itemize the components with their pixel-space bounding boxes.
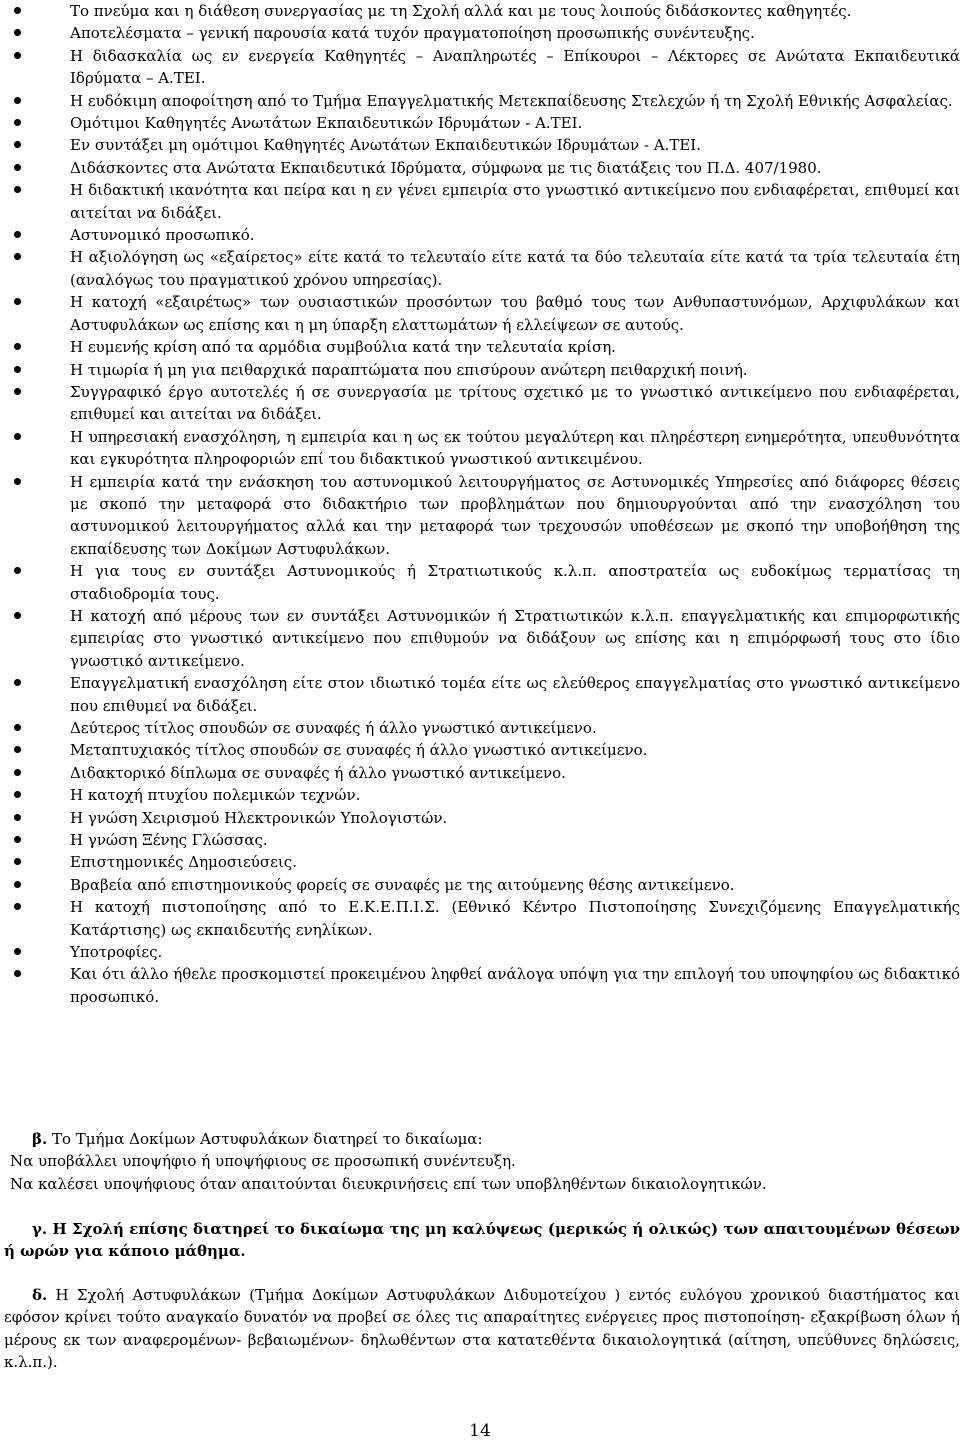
section-b xyxy=(4,1128,960,1195)
section-b-line: Να υποβάλλει υποψήφιο ή υποψήφιους σε προσωπική συνέντευξη. xyxy=(10,1152,516,1171)
list-item: Η ευμενής κρίση από τα αρμόδια συμβούλια κατά την τελευταία κρίση. xyxy=(70,338,616,357)
list-item: Η γνώση Ξένης Γλώσσας. xyxy=(70,831,268,850)
list-item: Η κατοχή από μέρους των εν συντάξει Αστυνομικών ή Στρατιωτικών κ.λ.π. επαγγελματικής και επιμορφωτικής εμπειρίας στο γνωστικό αντικείμενο που επιθυμούν να διδάξουν ως επίσης και η επιμόρφωσή τους στο ίδιο γνωστικό αντικείμενο. xyxy=(70,606,960,670)
list-item: Η γνώση Χειρισμού Ηλεκτρονικών Υπολογιστών. xyxy=(70,808,448,827)
list-item: Η υπηρεσιακή ενασχόληση, η εμπειρία και η ως εκ τούτου μεγαλύτερη και πληρέστερη ενημερότητα, υπευθυνότητα και εγκυρότητα πληροφοριών επί του διδακτικού γνωστικού αντικειμένου. xyxy=(70,427,960,469)
list-item: Συγγραφικό έργο αυτοτελές ή σε συνεργασία με τρίτους σχετικό με το γνωστικό αντικείμενο που ενδιαφέρεται, επιθυμεί και αιτείται να διδάξει. xyxy=(70,382,960,424)
list-item: Η κατοχή «εξαιρέτως» των ουσιαστικών προσόντων του βαθμό τους των Ανθυπαστυνόμων, Αρχιφυλάκων και Αστυφυλάκων ως επίσης και η μη ύπαρξη ελαττωμάτων ή ελλείψεων σε αυτούς. xyxy=(70,293,960,334)
list-item: Ομότιμοι Καθηγητές Ανωτάτων Εκπαιδευτικών Ιδρυμάτων - Α.ΤΕΙ. xyxy=(70,114,583,133)
list-item: Εν συντάξει μη ομότιμοι Καθηγητές Ανωτάτων Εκπαιδευτικών Ιδρυμάτων - Α.ΤΕΙ. xyxy=(70,136,701,155)
criteria-list xyxy=(4,0,960,1008)
list-item: Και ότι άλλο ήθελε προσκομιστεί προκειμένου ληφθεί ανάλογα υπόψη για την επιλογή του υποψηφίου ως διδακτικό προσωπικό. xyxy=(70,965,960,1006)
list-item: Διδακτορικό δίπλωμα σε συναφές ή άλλο γνωστικό αντικείμενο. xyxy=(70,763,566,782)
list-item: Υποτροφίες. xyxy=(70,943,163,962)
list-item: Η τιμωρία ή μη για πειθαρχικά παραπτώματα που επισύρουν ανώτερη πειθαρχική ποινή. xyxy=(70,360,748,379)
list-item: Αποτελέσματα – γενική παρουσία κατά τυχόν πραγματοποίηση προσωπικής συνέντευξης. xyxy=(70,24,755,43)
section-b-marker: β. xyxy=(32,1130,48,1148)
list-item: Η διδακτική ικανότητα και πείρα και η εν γένει εμπειρία στο γνωστικό αντικείμενο που ενδιαφέρεται, επιθυμεί και αιτείται να διδάξει. xyxy=(70,181,960,222)
list-item: Η εμπειρία κατά την ενάσκηση του αστυνομικού λειτουργήματος σε Αστυνομικές Υπηρεσίες από διάφορες θέσεις με σκοπό την μεταφορά στο διδακτήριο των προβλημάτων που δημιουργούνται από την ενασχόληση του αστυνομικού λειτουργήματος αλλά και την μεταφορά των τρεχουσών υποθέσεων με σκοπό την υποβοήθηση της εκπαίδευσης των Δοκίμων Αστυφυλάκων. xyxy=(70,472,960,558)
list-item: Η ευδόκιμη αποφοίτηση από το Τμήμα Επαγγελματικής Μετεκπαίδευσης Στελεχών ή τη Σχολή Εθνικής Ασφαλείας. xyxy=(70,91,953,110)
list-item: Διδάσκοντες στα Ανώτατα Εκπαιδευτικά Ιδρύματα, σύμφωνα με τις διατάξεις του Π.Δ. 407/1980. xyxy=(70,158,822,177)
list-item: Αστυνομικό προσωπικό. xyxy=(70,226,255,245)
list-item: Το πνεύμα και η διάθεση συνεργασίας με τη Σχολή αλλά και με τους λοιπούς διδάσκοντες καθηγητές. xyxy=(70,2,852,20)
list-item: Επιστημονικές Δημοσιεύσεις. xyxy=(70,853,297,872)
section-b-heading: β. Το Τμήμα Δοκίμων Αστυφυλάκων διατηρεί το δικαίωμα: xyxy=(32,1130,483,1148)
page-number: 14 xyxy=(469,1421,491,1441)
section-c-text: γ. Η Σχολή επίσης διατηρεί το δικαίωμα της μη καλύψεως (μερικώς ή ολικώς) των απαιτουμένων θέσεων ή ωρών για κάποιο μάθημα. xyxy=(4,1220,960,1261)
section-b-line: Να καλέσει υποψήφιους όταν απαιτούνται διευκρινήσεις επί των υποβληθέντων δικαιολογητικών. xyxy=(10,1174,767,1193)
section-d-text: δ. Η Σχολή Αστυφυλάκων (Τμήμα Δοκίμων Αστυφυλάκων Διδυμοτείχου ) εντός ευλόγου χρονικού διαστήματος και εφόσον κρίνει τούτο αναγκαίο δυνατόν να προβεί σε όλες τις απαραίτητες ενέργειες προς πιστοποίηση- εξακρίβωση όλων ή μέρους εκ των αναφερομένων- βεβαιωμένων- δηλωθέντων στα κατατεθέντα δικαιολογητικά (αίτηση, υπεύθυνες δηλώσεις, κ.λ.π.). xyxy=(4,1286,960,1372)
list-item: Η κατοχή πτυχίου πολεμικών τεχνών. xyxy=(70,786,361,805)
list-item: Η για τους εν συντάξει Αστυνομικούς ή Στρατιωτικούς κ.λ.π. αποστρατεία ως ευδοκίμως τερματίσας τη σταδιοδρομία τους. xyxy=(70,562,960,603)
list-item: Επαγγελματική ενασχόληση είτε στον ιδιωτικό τομέα είτε ως ελεύθερος επαγγελματίας στο γνωστικό αντικείμενο που επιθυμεί να διδάξει. xyxy=(70,674,960,715)
section-d xyxy=(4,1284,960,1374)
list-item: Μεταπτυχιακός τίτλος σπουδών σε συναφές ή άλλο γνωστικό αντικείμενο. xyxy=(70,741,648,760)
list-item: Βραβεία από επιστημονικούς φορείς σε συναφές με της αιτούμενης θέσης αντικείμενο. xyxy=(70,875,735,894)
list-item: Η αξιολόγηση ως «εξαίρετος» είτε κατά το τελευταίο είτε κατά τα δύο τελευταία είτε κατά τα τρία τελευταία έτη (αναλόγως του πραγματικού χρόνου υπηρεσίας). xyxy=(70,248,960,289)
list-item: Η διδασκαλία ως εν ενεργεία Καθηγητές – Αναπληρωτές – Επίκουροι – Λέκτορες σε Ανώτατα Εκπαιδευτικά Ιδρύματα – Α.ΤΕΙ. xyxy=(70,46,960,88)
list-item: Η κατοχή πιστοποίησης από το Ε.Κ.Ε.Π.Ι.Σ. (Εθνικό Κέντρο Πιστοποίησης Συνεχιζόμενης Επαγγελματικής Κατάρτισης) ως εκπαιδευτής ενηλίκων. xyxy=(70,898,960,939)
list-item: Δεύτερος τίτλος σπουδών σε συναφές ή άλλο γνωστικό αντικείμενο. xyxy=(70,719,597,737)
section-c xyxy=(4,1218,960,1263)
